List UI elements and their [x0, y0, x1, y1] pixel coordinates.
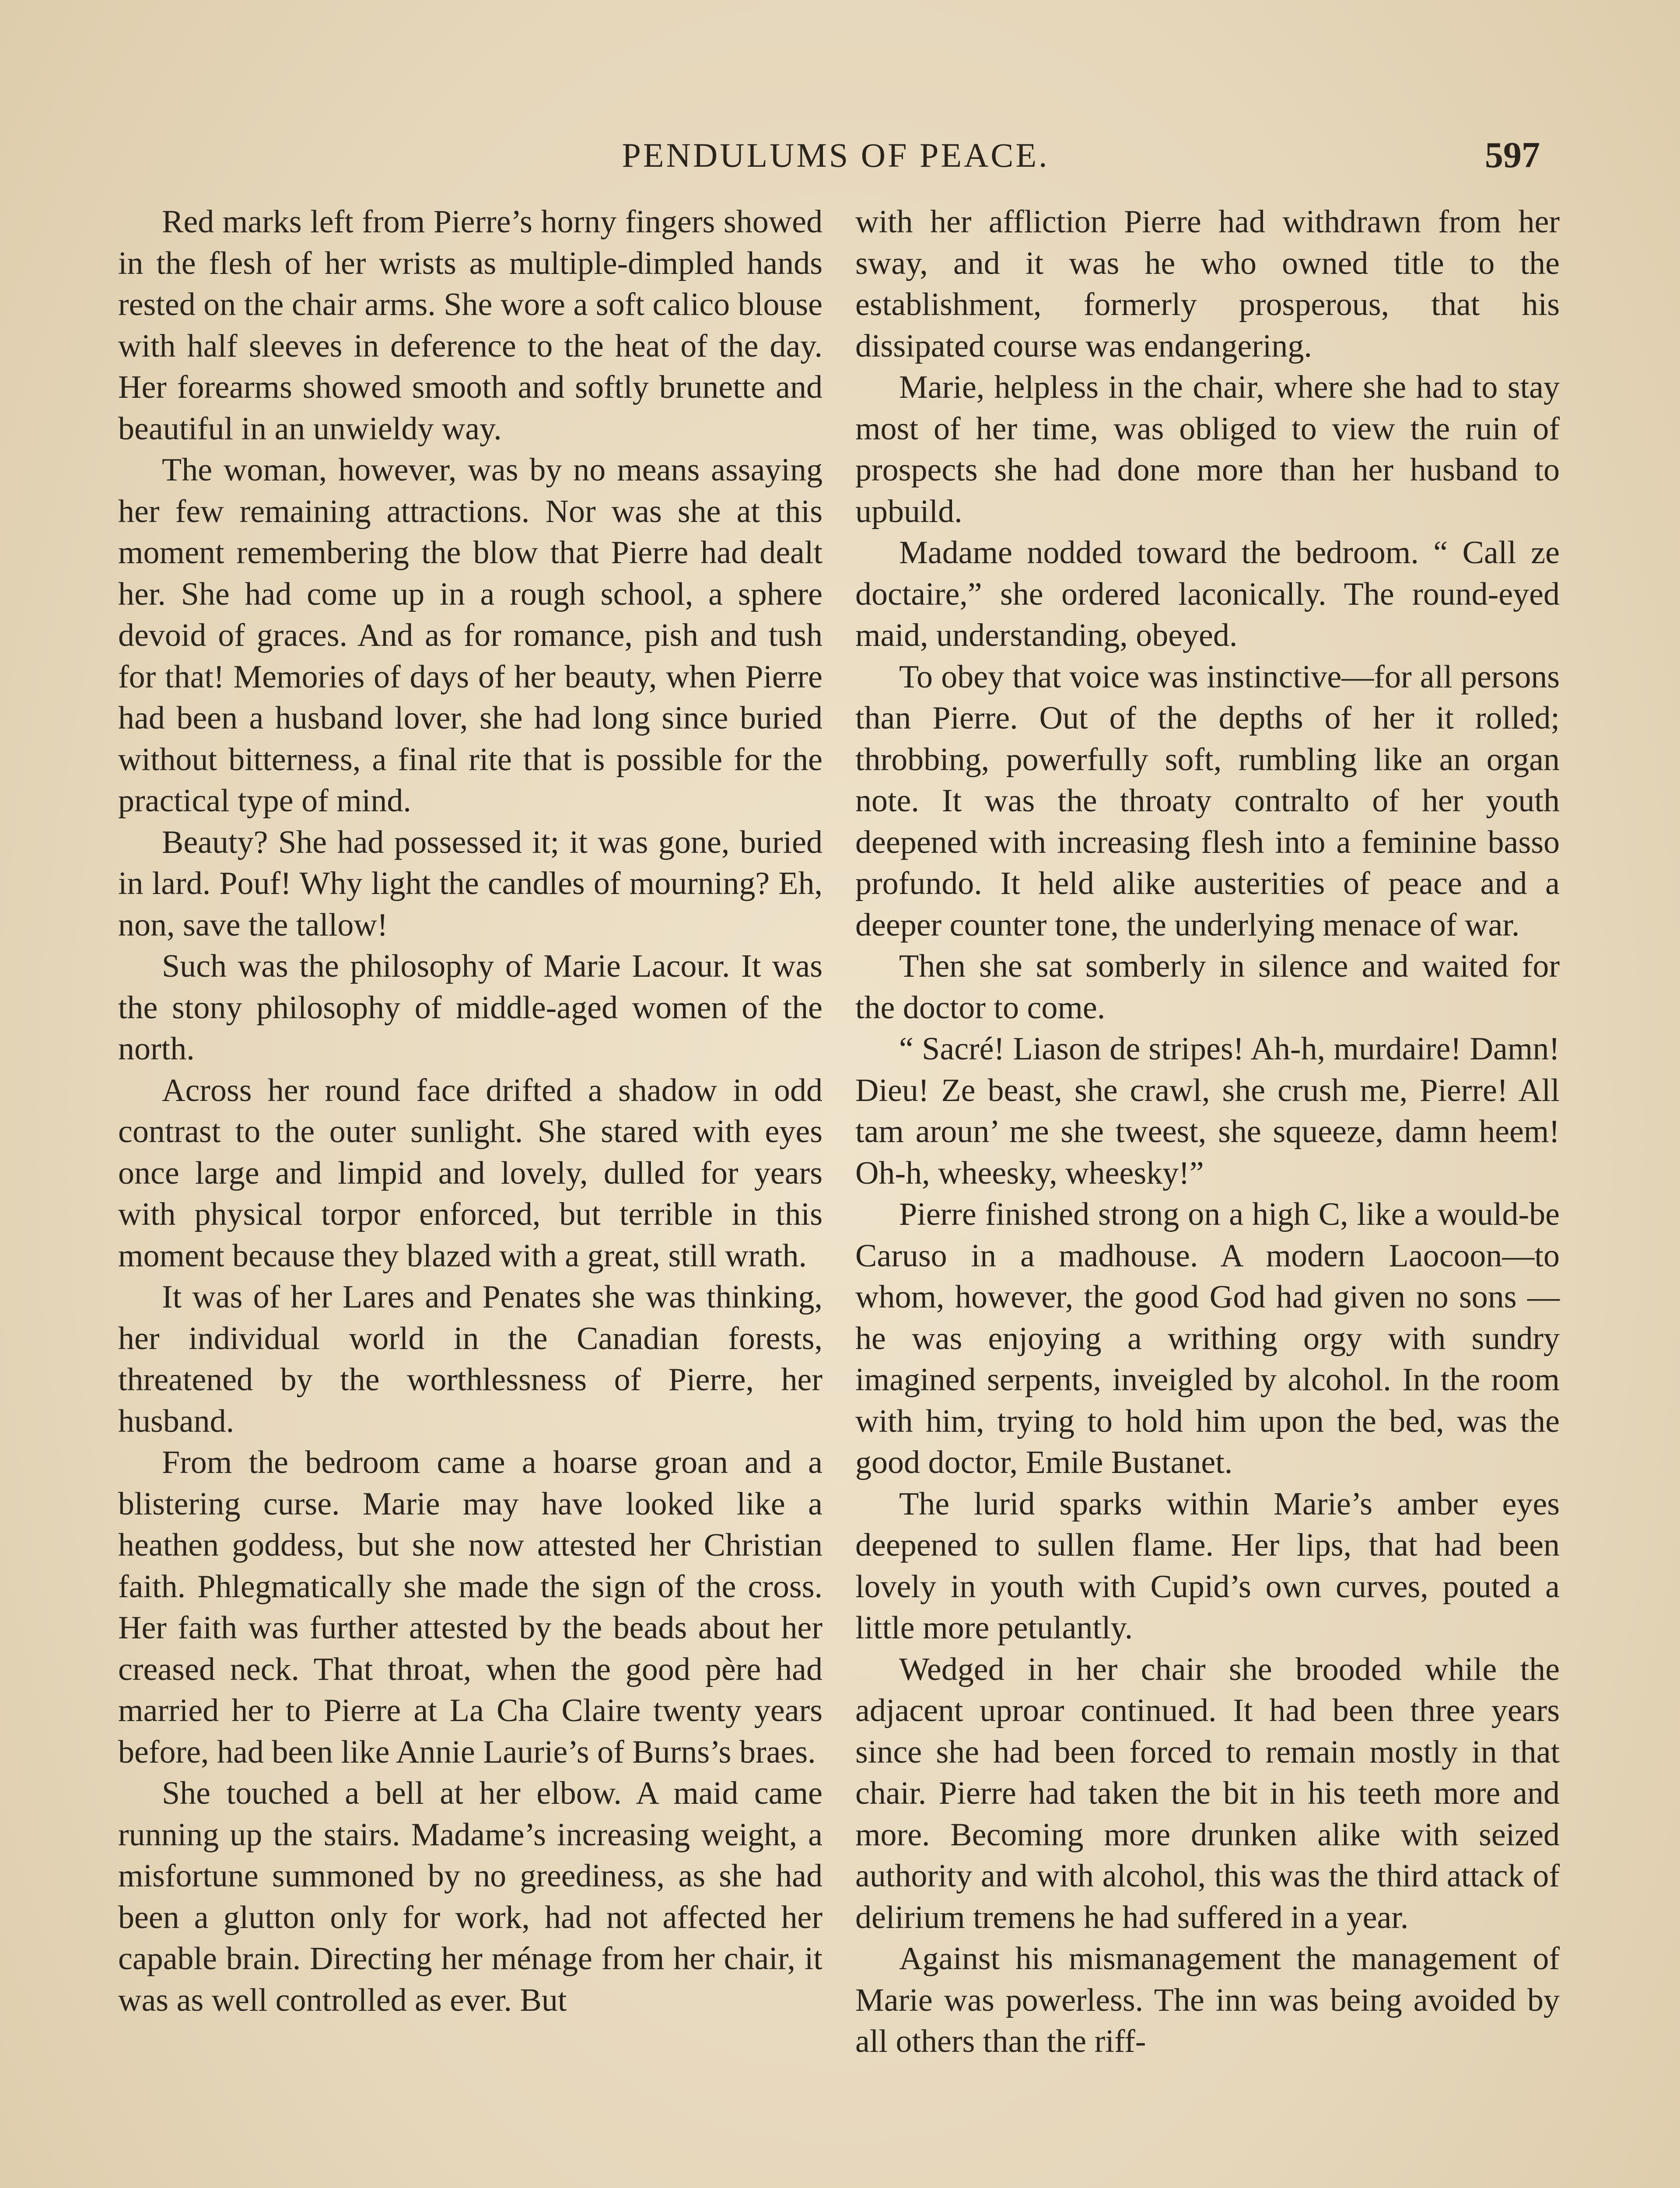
paragraph: Against his mismanagement the management of Marie was powerless. The inn was being avoided by all others than the riff- [855, 1941, 1560, 2059]
paragraph: She touched a bell at her elbow. A maid came running up the stairs. Madame’s increasing weight, a misfortune summoned by no greediness, as she had been a glutton only for work, had not affected her capable brain. Directing her ménage from her chair, it was as well controlled as ever. But [118, 1775, 822, 2018]
paragraph: The woman, however, was by no means assaying her few remaining attractions. Nor was she at this moment remembering the blow that Pierre had dealt her. She had come up in a rough school, a sphere devoid of graces. And as for romance, pish and tush for that! Memories of days of her beauty, when Pierre had been a husband lover, she had long since buried without bitterness, a final rite that is possible for the practical type of mind. [118, 452, 822, 819]
left-column [118, 201, 822, 2021]
paragraph: It was of her Lares and Penates she was thinking, her individual world in the Canadian forests, threatened by the worthlessness of Pierre, her husband. [118, 1279, 822, 1439]
paragraph: To obey that voice was instinctive—for all persons than Pierre. Out of the depths of her it rolled; throbbing, powerfully soft, rumbling like an organ note. It was the throaty contralto of her youth deepened with increasing flesh into a feminine basso profundo. It held alike austerities of peace and a deeper counter tone, the underlying menace of war. [855, 659, 1560, 943]
paragraph: From the bedroom came a hoarse groan and a blistering curse. Marie may have looked like a heathen goddess, but she now attested her Christian faith. Phlegmatically she made the sign of the cross. Her faith was further attested by the beads about her creased neck. That throat, when the good père had married her to Pierre at La Cha Claire twenty years before, had been like Annie Laurie’s of Burns’s braes. [118, 1445, 822, 1770]
running-header [131, 131, 1540, 184]
paragraph: Madame nodded toward the bedroom. “ Call ze doctaire,” she ordered laconically. The round-eyed maid, understanding, obeyed. [855, 535, 1560, 653]
paragraph: Pierre finished strong on a high C, like a would-be Caruso in a madhouse. A modern Laocoon—to whom, however, the good God had given no sons — he was enjoying a writhing orgy with sundry imagined serpents, inveigled by alcohol. In the room with him, trying to hold him upon the bed, was the good doctor, Emile Bustanet. [855, 1196, 1560, 1480]
paragraph: Red marks left from Pierre’s horny fingers showed in the flesh of her wrists as multiple-dimpled hands rested on the chair arms. She wore a soft calico blouse with half sleeves in deference to the heat of the day. Her forearms showed smooth and softly brunette and beautiful in an unwieldy way. [118, 204, 822, 447]
paragraph: Such was the philosophy of Marie Lacour. It was the stony philosophy of middle-aged women of the north. [118, 948, 822, 1067]
paragraph: “ Sacré! Liason de stripes! Ah-h, murdaire! Damn! Dieu! Ze beast, she crawl, she crush me, Pierre! All tam aroun’ me she tweest, she squeeze, damn heem! Oh-h, wheesky, wheesky!” [855, 1031, 1560, 1191]
paragraph: Across her round face drifted a shadow in odd contrast to the outer sunlight. She stared with eyes once large and limpid and lovely, dulled for years with physical torpor enforced, but terrible in this moment because they blazed with a great, still wrath. [118, 1072, 822, 1274]
paragraph: Wedged in her chair she brooded while the adjacent uproar continued. It had been three years since she had been forced to remain mostly in that chair. Pierre had taken the bit in his teeth more and more. Becoming more drunken alike with seized authority and with alcohol, this was the third attack of delirium tremens he had suffered in a year. [855, 1651, 1560, 1936]
paragraph: The lurid sparks within Marie’s amber eyes deepened to sullen flame. Her lips, that had been lovely in youth with Cupid’s own curves, pouted a little more petulantly. [855, 1486, 1560, 1646]
paragraph: Beauty? She had possessed it; it was gone, buried in lard. Pouf! Why light the candles of mourning? Eh, non, save the tallow! [118, 824, 822, 943]
paragraph: Marie, helpless in the chair, where she had to stay most of her time, was obliged to view the ruin of prospects she had done more than her husband to upbuild. [855, 369, 1560, 529]
right-column [855, 201, 1560, 2062]
running-title: PENDULUMS OF PEACE. [622, 136, 1050, 174]
paragraph-continued: with her affliction Pierre had withdrawn from her sway, and it was he who owned title to the establishment, formerly prosperous, that his dissipated course was endangering. [855, 204, 1560, 364]
paragraph: Then she sat somberly in silence and waited for the doctor to come. [855, 948, 1560, 1026]
page-number: 597 [1485, 135, 1540, 175]
